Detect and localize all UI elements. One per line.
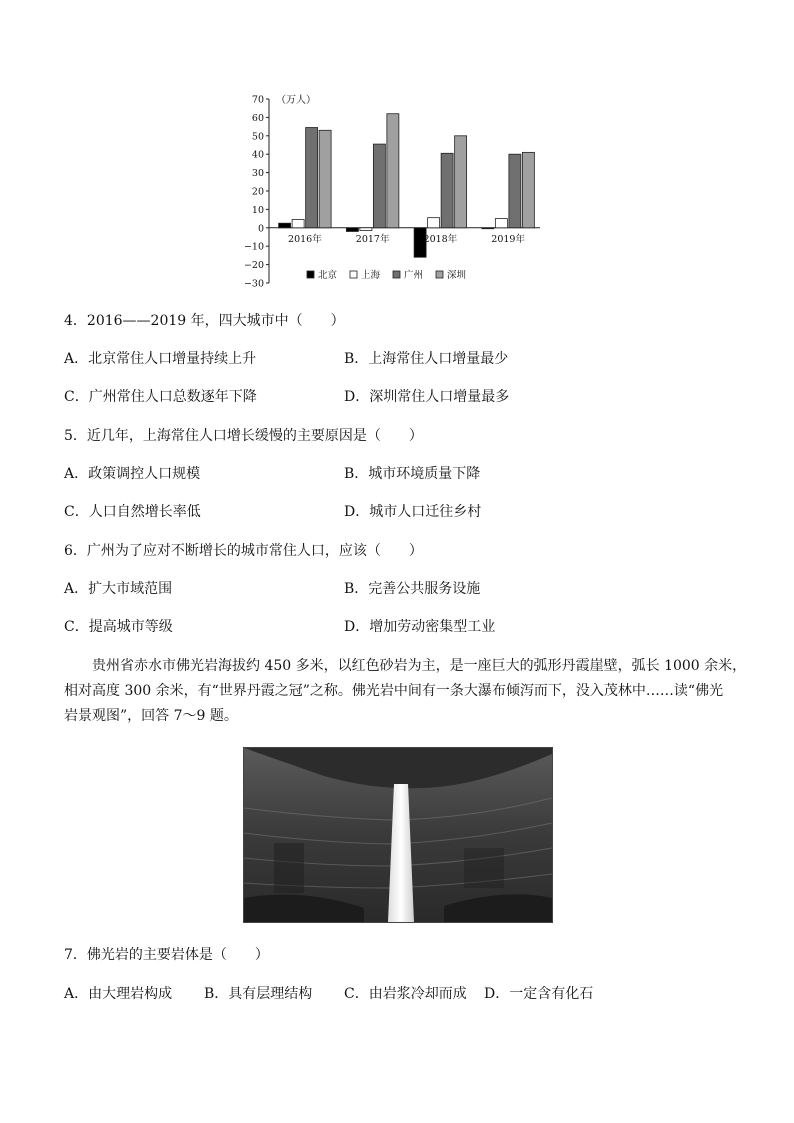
question-6-option-d: D．增加劳动密集型工业: [344, 619, 496, 635]
bar-深圳-2016年: [319, 130, 331, 228]
legend-label-北京: 北京: [318, 270, 338, 281]
bar-北京-2016年: [279, 223, 291, 228]
question-7-stem: 7．佛光岩的主要岩体是（ ）: [64, 947, 269, 963]
y-tick-label: 50: [251, 131, 264, 143]
legend-label-上海: 上海: [361, 270, 381, 281]
legend-swatch-北京: [307, 271, 314, 278]
bar-上海-2017年: [360, 228, 372, 231]
passage-line-1: 贵州省赤水市佛光岩海拔约 450 多米，以红色砂岩为主，是一座巨大的弧形丹霞崖壁，弧长 1000 余米，: [92, 658, 747, 674]
y-tick-label: −30: [243, 278, 264, 290]
bar-广州-2018年: [441, 153, 453, 228]
bar-广州-2017年: [373, 144, 385, 228]
y-tick-label: 20: [251, 186, 264, 198]
legend-swatch-上海: [350, 271, 357, 278]
population-chart: [240, 88, 550, 294]
y-tick-label: −20: [243, 260, 264, 272]
question-6-option-c: C．提高城市等级: [64, 619, 173, 635]
bar-深圳-2017年: [387, 114, 399, 228]
bar-北京-2017年: [346, 228, 358, 232]
bar-北京-2019年: [482, 228, 494, 229]
y-tick-label: 10: [251, 204, 264, 216]
legend-swatch-广州: [393, 271, 400, 278]
question-6-option-a: A．扩大市域范围: [64, 581, 173, 597]
bar-上海-2019年: [495, 219, 507, 228]
bar-上海-2016年: [292, 220, 304, 228]
question-5-option-c: C．人口自然增长率低: [64, 504, 201, 520]
passage-line-2: 相对高度 300 余米，有“世界丹霞之冠”之称。佛光岩中间有一条大瀑布倾泻而下，没入茂林中……读“佛光: [64, 683, 724, 699]
question-5-option-d: D．城市人口迁往乡村: [344, 504, 482, 520]
question-4-option-d: D．深圳常住人口增量最多: [344, 389, 510, 405]
legend-swatch-深圳: [436, 271, 443, 278]
question-7-option-c: C．由岩浆冷却而成: [344, 986, 467, 1002]
question-4-option-b: B．上海常住人口增量最少: [344, 351, 509, 367]
bar-广州-2016年: [306, 128, 318, 228]
chart-legend: [307, 269, 466, 281]
question-6-option-b: B．完善公共服务设施: [344, 581, 481, 597]
bar-深圳-2018年: [455, 136, 467, 228]
question-4-option-a: A．北京常住人口增量持续上升: [64, 351, 257, 367]
question-4-option-c: C．广州常住人口总数逐年下降: [64, 389, 257, 405]
y-tick-label: 70: [251, 94, 264, 106]
question-5-option-a: A．政策调控人口规模: [64, 466, 201, 482]
question-7-option-b: B．具有层理结构: [204, 986, 313, 1002]
legend-label-深圳: 深圳: [447, 270, 467, 281]
x-tick-label: 2016年: [288, 233, 322, 245]
y-tick-label: 0: [257, 223, 264, 235]
question-5-stem: 5．近几年，上海常住人口增长缓慢的主要原因是（ ）: [64, 428, 423, 444]
x-tick-label: 2018年: [423, 233, 458, 245]
y-tick-label: 30: [251, 168, 264, 180]
passage-line-3: 岩景观图”，回答 7～9 题。: [64, 708, 238, 724]
x-tick-label: 2019年: [491, 233, 525, 245]
question-5-option-b: B．城市环境质量下降: [344, 466, 481, 482]
y-tick-label: 40: [251, 149, 264, 161]
foguangyan-landscape-photo: [243, 747, 553, 923]
legend-label-广州: 广州: [404, 270, 424, 281]
question-7-option-d: D．一定含有化石: [484, 986, 594, 1002]
bar-上海-2018年: [428, 218, 440, 228]
chart-unit-label: （万人）: [276, 95, 316, 106]
bar-深圳-2019年: [522, 152, 534, 227]
bar-广州-2019年: [509, 154, 521, 228]
question-7-option-a: A．由大理岩构成: [64, 986, 173, 1002]
question-6-stem: 6．广州为了应对不断增长的城市常住人口，应该（ ）: [64, 543, 423, 559]
y-tick-label: 60: [251, 112, 264, 124]
question-4-stem: 4．2016——2019 年，四大城市中（ ）: [64, 313, 345, 329]
y-tick-label: −10: [243, 241, 264, 253]
x-tick-label: 2017年: [355, 233, 390, 245]
